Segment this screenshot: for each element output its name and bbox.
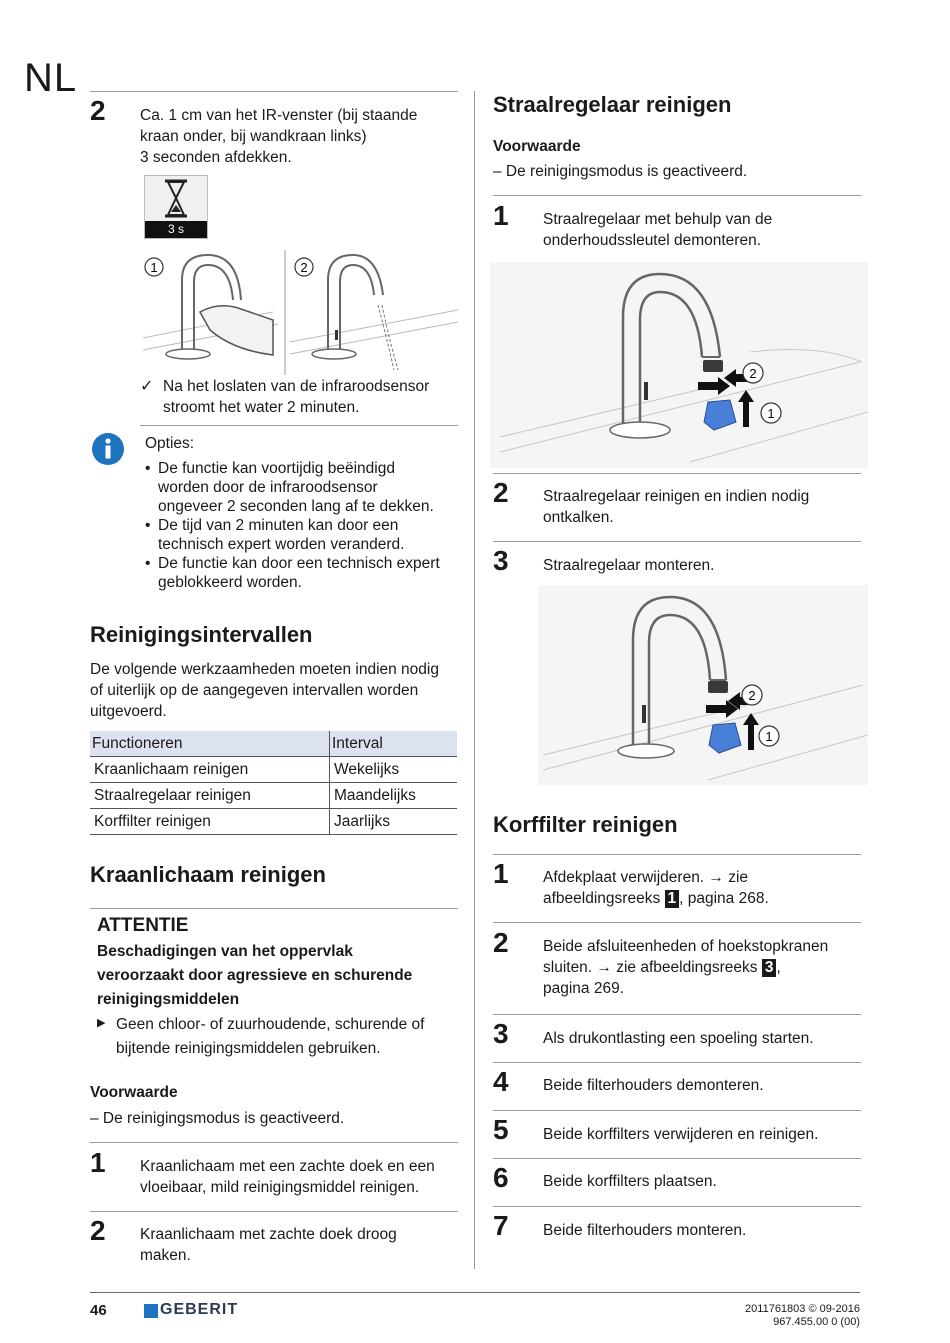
table-header-row (90, 731, 457, 757)
language-code: NL (24, 56, 78, 100)
hourglass-label: 3 s (145, 221, 207, 238)
arrow-right-icon: ▶ (97, 1017, 106, 1029)
section-title: Kraanlichaam reinigen (90, 862, 326, 887)
section-title: Korffilter reinigen (493, 812, 678, 837)
precondition-text: – De reinigingsmodus is geactiveerd. (493, 163, 748, 180)
aerator-mounting-illustration (538, 585, 868, 785)
step-text: Straalregelaar reinigen en indien nodig ontkalken. (543, 488, 810, 526)
precondition-title: Voorwaarde (90, 1084, 178, 1101)
option-item: • De tijd van 2 minuten kan door een technisch expert worden veranderd. (145, 517, 405, 553)
divider (493, 195, 861, 196)
divider (90, 908, 458, 909)
table-cell: Straalregelaar reinigen (90, 783, 330, 809)
table-cell: Korffilter reinigen (90, 809, 330, 835)
step-text: Straalregelaar met behulp van de onderhoudssleutel demonteren. (543, 211, 773, 249)
divider (493, 473, 861, 474)
callout-2: 2 (300, 260, 308, 275)
step-number: 4 (493, 1066, 509, 1097)
step-number: 7 (493, 1210, 509, 1241)
sequence-badge[interactable]: 3 (762, 959, 777, 977)
attention-label: ATTENTIE (97, 915, 189, 936)
divider (493, 541, 861, 542)
step-text: Kraanlichaam met zachte doek droog maken. (140, 1226, 397, 1264)
step-text: Als drukontlasting een spoeling starten. (543, 1030, 814, 1047)
table-cell: Jaarlijks (330, 809, 458, 835)
step-text: Straalregelaar monteren. (543, 557, 715, 574)
callout-1: 1 (150, 260, 158, 275)
precondition-text: – De reinigingsmodus is geactiveerd. (90, 1110, 345, 1127)
table-cell: Maandelijks (330, 783, 458, 809)
table-row (90, 757, 457, 783)
page-number: 46 (90, 1302, 107, 1319)
geberit-logo-mark (144, 1304, 158, 1318)
callout-2: 2 (749, 366, 757, 381)
step-text: Beide afsluiteenheden of hoekstopkranen sluiten. → zie afbeeldingsreeks 3 , pagina 269. (543, 938, 829, 997)
document-number: 2011761803 © 09-2016 967.455.00 0 (00) (745, 1303, 860, 1328)
footer-rule (90, 1292, 860, 1293)
section-title: Reinigingsintervallen (90, 622, 313, 647)
step-number: 2 (90, 95, 106, 126)
table-cell: Kraanlichaam reinigen (90, 757, 330, 783)
step-number: 1 (493, 200, 509, 231)
table-header: Functioneren (90, 731, 330, 757)
divider (493, 1014, 861, 1015)
step-number: 2 (90, 1215, 106, 1246)
divider (493, 1158, 861, 1159)
info-icon (91, 432, 125, 466)
step-number: 3 (493, 1018, 509, 1049)
table-row (90, 809, 457, 835)
faucet-sensor-illustration (138, 250, 460, 375)
table-header: Interval (330, 731, 458, 757)
divider (140, 425, 458, 426)
sequence-badge[interactable]: 1 (665, 890, 680, 908)
step-number: 2 (493, 477, 509, 508)
table-row (90, 783, 457, 809)
options-title: Opties: (145, 435, 195, 452)
divider (493, 1062, 861, 1063)
divider (493, 854, 861, 855)
precondition-title: Voorwaarde (493, 138, 581, 155)
step-number: 1 (90, 1147, 106, 1178)
column-divider (474, 91, 475, 1269)
divider (90, 1211, 458, 1212)
table-cell: Wekelijks (330, 757, 458, 783)
warning-text: Beschadigingen van het oppervlak veroorzaakt door agressieve en schurende reinigingsmiddelen (97, 943, 413, 1008)
step-number: 6 (493, 1162, 509, 1193)
step-text: Beide filterhouders monteren. (543, 1222, 747, 1239)
section-intro: De volgende werkzaamheden moeten indien nodig of uiterlijk op de aangegeven intervallen worden uitgevoerd. (90, 661, 439, 720)
step-text: Ca. 1 cm van het IR-venster (bij staande kraan onder, bij wandkraan links) 3 seconden afdekken. (140, 107, 418, 166)
option-item: • De functie kan door een technisch expert geblokkeerd worden. (145, 555, 440, 591)
callout-1: 1 (767, 406, 775, 421)
callout-2: 2 (748, 688, 756, 703)
step-number: 1 (493, 858, 509, 889)
step-number: 5 (493, 1114, 509, 1145)
divider (90, 1142, 458, 1143)
step-number: 2 (493, 927, 509, 958)
divider (493, 1206, 861, 1207)
result-text: Na het loslaten van de infraroodsensor stroomt het water 2 minuten. (163, 378, 430, 416)
step-text: Kraanlichaam met een zachte doek en een vloeibaar, mild reinigingsmiddel reinigen. (140, 1158, 435, 1196)
brand-logo: GEBERIT (160, 1301, 239, 1318)
step-text: Afdekplaat verwijderen. → zie afbeeldingsreeks 1 , pagina 268. (543, 869, 769, 907)
callout-1: 1 (765, 729, 773, 744)
option-item: • De functie kan voortijdig beëindigd worden door de infraroodsensor ongeveer 2 seconden lang af te dekken. (145, 460, 434, 515)
divider (493, 922, 861, 923)
check-icon: ✓ (140, 378, 154, 395)
warning-action: Geen chloor- of zuurhoudende, schurende of bijtende reinigingsmiddelen gebruiken. (116, 1016, 425, 1057)
step-text: Beide korffilters plaatsen. (543, 1173, 717, 1190)
divider (90, 91, 458, 92)
interval-table (90, 731, 457, 835)
aerator-removal-illustration (490, 262, 868, 468)
divider (493, 1110, 861, 1111)
step-number: 3 (493, 545, 509, 576)
hourglass-icon (144, 175, 208, 239)
step-text: Beide korffilters verwijderen en reinigen. (543, 1126, 819, 1143)
section-title: Straalregelaar reinigen (493, 92, 732, 117)
step-text: Beide filterhouders demonteren. (543, 1077, 764, 1094)
